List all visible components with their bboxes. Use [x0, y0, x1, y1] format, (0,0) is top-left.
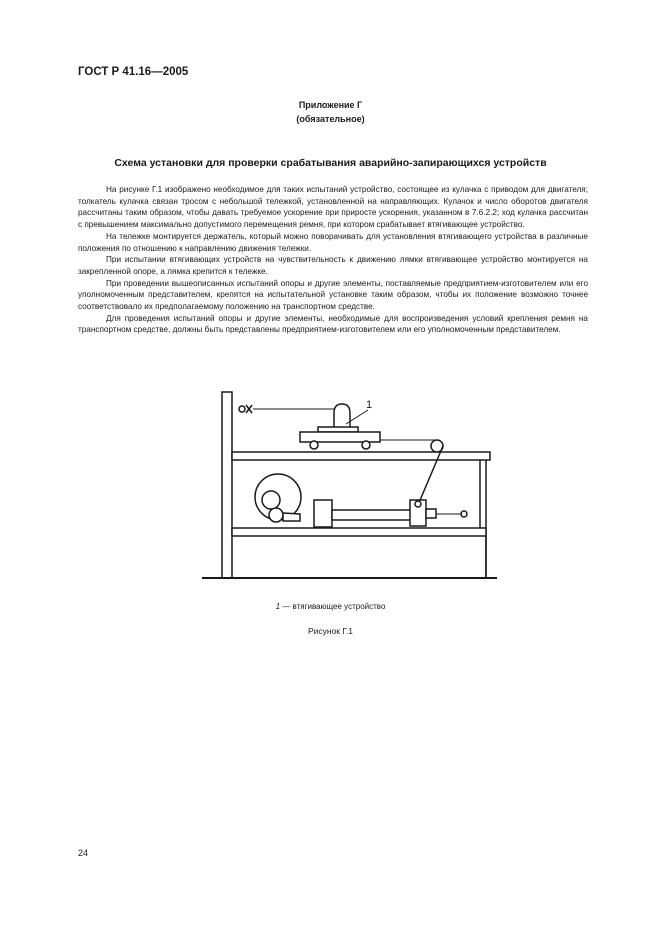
cam-hub: [262, 491, 280, 509]
section-title: Схема установки для проверки срабатывания аварийно-запирающихся устройств: [114, 157, 547, 169]
annex-status: (обязательное): [296, 114, 365, 124]
figure-caption: [0, 602, 661, 611]
cart-wheel: [310, 441, 318, 449]
cam-follower-wheel: [269, 508, 283, 522]
cam-arm: [283, 513, 300, 521]
rope-anchor-knot: [246, 405, 252, 413]
annex-title: Приложение Г: [298, 100, 363, 110]
caption-number: 1: [275, 602, 281, 611]
figure-label: Рисунок Г.1: [307, 626, 354, 636]
body-text: [78, 184, 588, 336]
caption-text: — втягивающее устройство: [280, 602, 386, 611]
pusher-block: [314, 500, 332, 527]
slider-end: [426, 509, 436, 518]
paragraph: При проведении вышеописанных испытаний опоры и другие элементы, поставляемые предприятием-изготовителем или его уполномоченным представителем, крепятся на испытательной установке таким образом, чтобы их положение возможно точнее соответствовало их предполагаемому положению на транспортном средстве.: [78, 278, 588, 312]
document-header: ГОСТ Р 41.16—2005: [78, 66, 189, 78]
test-rig-diagram: [195, 385, 500, 585]
slider-block: [410, 500, 426, 526]
paragraph: На тележке монтируется держатель, который можно поворачивать для установления втягивающего устройства в различные положения по отношению к направлению движения тележки.: [78, 231, 588, 253]
paragraph: При испытании втягивающих устройств на чувствительность к движению лямки втягивающее устройство монтируется на закрепленной опоре, а лямка крепится к тележке.: [78, 255, 588, 276]
annex-heading: [0, 98, 661, 126]
paragraph: На рисунке Г.1 изображено необходимое для таких испытаний устройство, состоящее из кулачка с приводом для двигателя; толкатель кулачка связан тросом с небольшой тележкой, установленной на направляющих. Кулачок и число оборотов двигателя рассчитаны таким образом, чтобы давать требуемое ускорение при приросте ускорения, указанном в 7.6.2.2; ход кулачка рассчитан с превышением максимально допустимого перемещения ремня, при котором срабатывает втягивающее устройство.: [78, 185, 588, 230]
rope-anchor: [239, 406, 245, 412]
retractor: [334, 404, 350, 428]
paragraph: Для проведения испытаний опоры и другие элементы, необходимые для воспроизведения условий крепления ремня на транспортном средстве, должны быть представлены предприятием-изготовителем или его уполномоченным представителем.: [78, 313, 588, 335]
figure-callout: 1: [366, 399, 373, 411]
cart-body: [300, 432, 380, 442]
frame-top: [232, 452, 490, 460]
pusher-rod: [332, 510, 412, 520]
cart-wheel: [362, 441, 370, 449]
page-number: 24: [78, 848, 89, 858]
vertical-post: [222, 392, 232, 578]
frame-shelf: [232, 528, 486, 536]
